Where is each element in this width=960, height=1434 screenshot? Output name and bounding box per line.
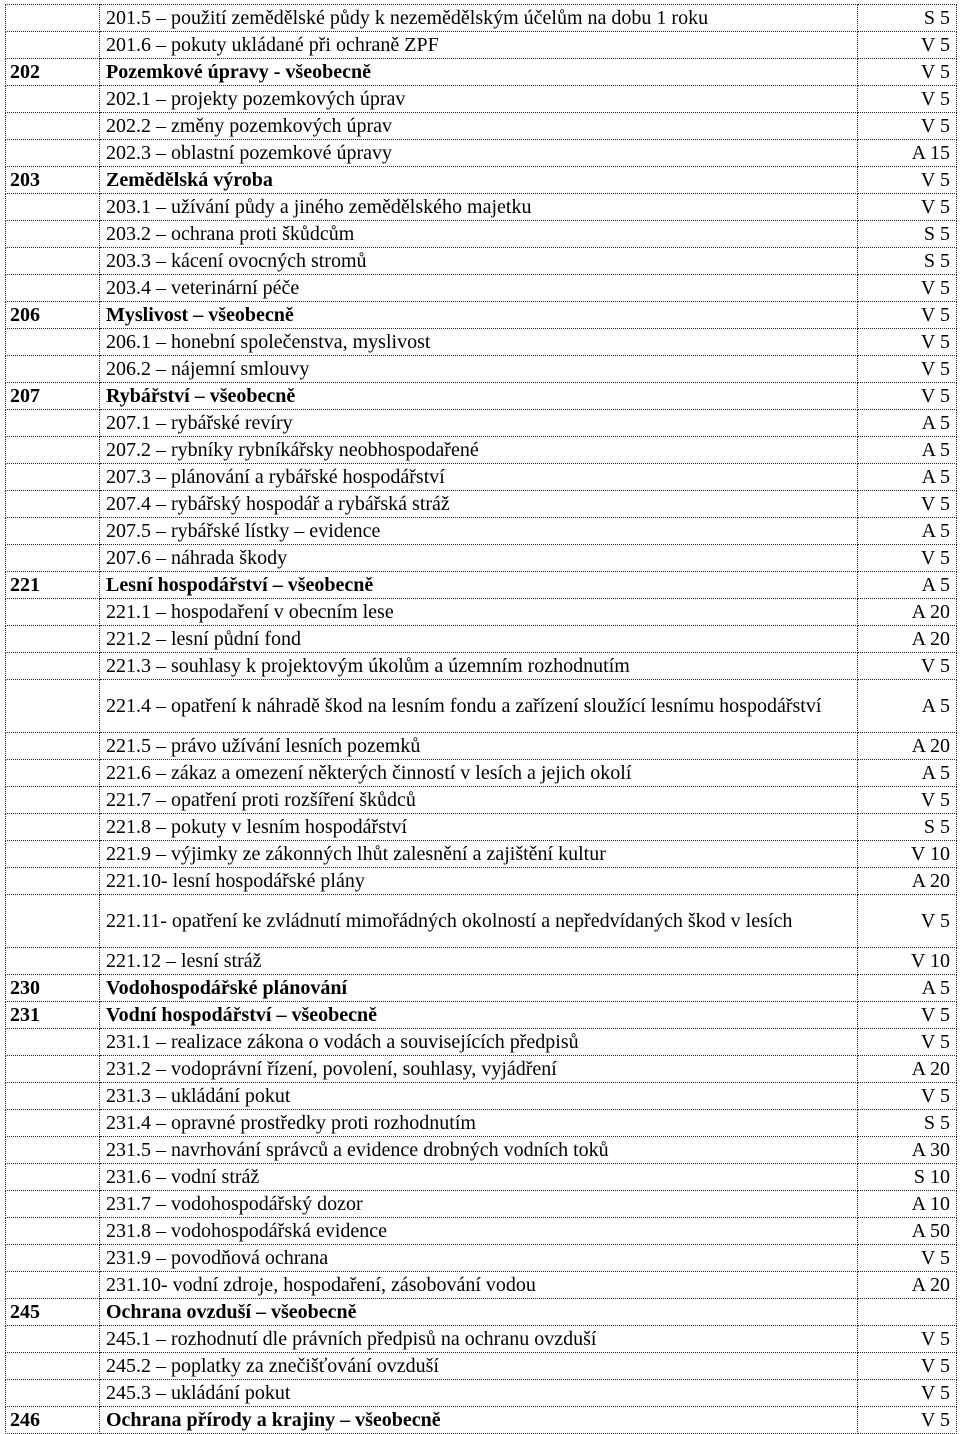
item-description: 221.11- opatření ke zvládnutí mimořádných okolností a nepředvídaných škod v lesích: [100, 895, 858, 948]
item-description: 245.2 – poplatky za znečišťování ovzduší: [100, 1353, 858, 1380]
retention-schedule-table: [5, 4, 957, 1434]
item-description: Myslivost – všeobecně: [100, 302, 858, 329]
group-code: [6, 841, 100, 868]
retention-mark: V 5: [858, 167, 957, 194]
item-description: 231.1 – realizace zákona o vodách a souvisejících předpisů: [100, 1029, 858, 1056]
table-row: [6, 275, 957, 302]
retention-mark: S 5: [858, 221, 957, 248]
retention-mark: A 5: [858, 760, 957, 787]
table-row: [6, 518, 957, 545]
group-code: 230: [6, 975, 100, 1002]
group-code: 207: [6, 383, 100, 410]
group-code: [6, 1245, 100, 1272]
item-description: 231.3 – ukládání pokut: [100, 1083, 858, 1110]
item-description: 231.9 – povodňová ochrana: [100, 1245, 858, 1272]
item-description: 207.1 – rybářské revíry: [100, 410, 858, 437]
table-row: [6, 86, 957, 113]
table-row: [6, 1056, 957, 1083]
retention-mark: V 5: [858, 356, 957, 383]
item-description: Vodní hospodářství – všeobecně: [100, 1002, 858, 1029]
item-description: 206.2 – nájemní smlouvy: [100, 356, 858, 383]
group-code: [6, 868, 100, 895]
retention-mark: A 20: [858, 868, 957, 895]
item-description: 221.12 – lesní stráž: [100, 948, 858, 975]
table-row: [6, 1326, 957, 1353]
retention-mark: V 5: [858, 895, 957, 948]
item-description: 221.2 – lesní půdní fond: [100, 626, 858, 653]
group-code: [6, 356, 100, 383]
group-code: [6, 787, 100, 814]
group-code: [6, 1056, 100, 1083]
table-row: [6, 1029, 957, 1056]
retention-mark: V 5: [858, 1083, 957, 1110]
table-row: [6, 1110, 957, 1137]
group-code: [6, 1164, 100, 1191]
retention-mark: V 5: [858, 1380, 957, 1407]
retention-mark: A 20: [858, 599, 957, 626]
table-row: [6, 895, 957, 948]
table-row: [6, 680, 957, 733]
retention-mark: V 5: [858, 1407, 957, 1434]
item-description: 245.3 – ukládání pokut: [100, 1380, 858, 1407]
table-row: [6, 653, 957, 680]
group-row: [6, 59, 957, 86]
table-row: [6, 194, 957, 221]
retention-mark: V 5: [858, 194, 957, 221]
group-code: [6, 113, 100, 140]
group-code: [6, 491, 100, 518]
group-row: [6, 1002, 957, 1029]
group-code: 246: [6, 1407, 100, 1434]
group-code: [6, 545, 100, 572]
group-code: [6, 194, 100, 221]
group-code: [6, 814, 100, 841]
group-code: [6, 1029, 100, 1056]
table-row: [6, 1272, 957, 1299]
retention-mark: A 50: [858, 1218, 957, 1245]
retention-mark: S 5: [858, 814, 957, 841]
group-code: [6, 895, 100, 948]
retention-mark: V 5: [858, 491, 957, 518]
table-row: [6, 329, 957, 356]
retention-mark: V 5: [858, 113, 957, 140]
table-row: [6, 410, 957, 437]
item-description: Rybářství – všeobecně: [100, 383, 858, 410]
item-description: 221.5 – právo užívání lesních pozemků: [100, 733, 858, 760]
item-description: 202.2 – změny pozemkových úprav: [100, 113, 858, 140]
item-description: 202.3 – oblastní pozemkové úpravy: [100, 140, 858, 167]
table-row: [6, 1083, 957, 1110]
item-description: Ochrana ovzduší – všeobecně: [100, 1299, 858, 1326]
group-code: [6, 1218, 100, 1245]
group-code: [6, 140, 100, 167]
table-row: [6, 491, 957, 518]
group-row: [6, 383, 957, 410]
table-row: [6, 221, 957, 248]
group-code: [6, 1353, 100, 1380]
table-row: [6, 32, 957, 59]
retention-mark: A 30: [858, 1137, 957, 1164]
table-row: [6, 545, 957, 572]
group-code: 203: [6, 167, 100, 194]
retention-mark: A 10: [858, 1191, 957, 1218]
item-description: Zemědělská výroba: [100, 167, 858, 194]
group-code: [6, 518, 100, 545]
item-description: 231.8 – vodohospodářská evidence: [100, 1218, 858, 1245]
item-description: 207.3 – plánování a rybářské hospodářství: [100, 464, 858, 491]
group-code: [6, 248, 100, 275]
item-description: 207.5 – rybářské lístky – evidence: [100, 518, 858, 545]
item-description: 221.1 – hospodaření v obecním lese: [100, 599, 858, 626]
item-description: 231.5 – navrhování správců a evidence drobných vodních toků: [100, 1137, 858, 1164]
item-description: 221.9 – výjimky ze zákonných lhůt zalesnění a zajištění kultur: [100, 841, 858, 868]
item-description: 231.4 – opravné prostředky proti rozhodnutím: [100, 1110, 858, 1137]
item-description: 221.3 – souhlasy k projektovým úkolům a územním rozhodnutím: [100, 653, 858, 680]
item-description: 207.4 – rybářský hospodář a rybářská stráž: [100, 491, 858, 518]
group-code: [6, 626, 100, 653]
group-code: [6, 1326, 100, 1353]
retention-mark: V 5: [858, 1326, 957, 1353]
retention-mark: V 5: [858, 1353, 957, 1380]
group-code: [6, 680, 100, 733]
group-row: [6, 975, 957, 1002]
retention-mark: V 10: [858, 841, 957, 868]
table-row: [6, 599, 957, 626]
item-description: 221.7 – opatření proti rozšíření škůdců: [100, 787, 858, 814]
item-description: 207.2 – rybníky rybníkářsky neobhospodařené: [100, 437, 858, 464]
retention-mark: V 5: [858, 86, 957, 113]
item-description: 231.2 – vodoprávní řízení, povolení, souhlasy, vyjádření: [100, 1056, 858, 1083]
retention-mark: V 5: [858, 545, 957, 572]
group-code: 221: [6, 572, 100, 599]
retention-mark: V 10: [858, 948, 957, 975]
retention-mark: [858, 1299, 957, 1326]
retention-mark: V 5: [858, 1002, 957, 1029]
group-row: [6, 1407, 957, 1434]
group-code: 206: [6, 302, 100, 329]
table-row: [6, 787, 957, 814]
item-description: 231.10- vodní zdroje, hospodaření, zásobování vodou: [100, 1272, 858, 1299]
retention-mark: A 20: [858, 733, 957, 760]
table-row: [6, 356, 957, 383]
group-code: [6, 653, 100, 680]
item-description: 203.4 – veterinární péče: [100, 275, 858, 302]
retention-mark: A 5: [858, 572, 957, 599]
group-code: [6, 86, 100, 113]
group-code: [6, 221, 100, 248]
table-row: [6, 1218, 957, 1245]
group-code: [6, 275, 100, 302]
group-code: [6, 32, 100, 59]
group-row: [6, 1299, 957, 1326]
table-row: [6, 733, 957, 760]
table-row: [6, 1164, 957, 1191]
group-row: [6, 572, 957, 599]
table-row: [6, 814, 957, 841]
group-row: [6, 167, 957, 194]
table-row: [6, 948, 957, 975]
group-code: [6, 329, 100, 356]
group-code: [6, 410, 100, 437]
item-description: 203.1 – užívání půdy a jiného zemědělského majetku: [100, 194, 858, 221]
item-description: 203.2 – ochrana proti škůdcům: [100, 221, 858, 248]
table-row: [6, 248, 957, 275]
retention-mark: A 5: [858, 975, 957, 1002]
retention-mark: A 5: [858, 464, 957, 491]
item-description: 201.6 – pokuty ukládané při ochraně ZPF: [100, 32, 858, 59]
group-code: [6, 733, 100, 760]
retention-mark: A 5: [858, 680, 957, 733]
group-row: [6, 302, 957, 329]
retention-mark: V 5: [858, 302, 957, 329]
item-description: 201.5 – použití zemědělské půdy k nezemědělským účelům na dobu 1 roku: [100, 5, 858, 32]
table-row: [6, 1137, 957, 1164]
table-row: [6, 1191, 957, 1218]
retention-mark: V 5: [858, 59, 957, 86]
retention-mark: V 5: [858, 1029, 957, 1056]
retention-mark: S 5: [858, 5, 957, 32]
table-row: [6, 626, 957, 653]
group-code: [6, 5, 100, 32]
item-description: 207.6 – náhrada škody: [100, 545, 858, 572]
group-code: 245: [6, 1299, 100, 1326]
group-code: [6, 948, 100, 975]
group-code: [6, 464, 100, 491]
item-description: 203.3 – kácení ovocných stromů: [100, 248, 858, 275]
retention-mark: A 20: [858, 1272, 957, 1299]
retention-mark: V 5: [858, 1245, 957, 1272]
retention-mark: V 5: [858, 32, 957, 59]
group-code: [6, 437, 100, 464]
table-row: [6, 868, 957, 895]
item-description: Vodohospodářské plánování: [100, 975, 858, 1002]
retention-mark: V 5: [858, 653, 957, 680]
item-description: 206.1 – honební společenstva, myslivost: [100, 329, 858, 356]
table-row: [6, 760, 957, 787]
group-code: [6, 1137, 100, 1164]
item-description: 245.1 – rozhodnutí dle právních předpisů na ochranu ovzduší: [100, 1326, 858, 1353]
table-row: [6, 437, 957, 464]
item-description: 231.6 – vodní stráž: [100, 1164, 858, 1191]
group-code: [6, 1110, 100, 1137]
item-description: 221.6 – zákaz a omezení některých činností v lesích a jejich okolí: [100, 760, 858, 787]
table-row: [6, 1245, 957, 1272]
table-row: [6, 113, 957, 140]
item-description: Pozemkové úpravy - všeobecně: [100, 59, 858, 86]
group-code: [6, 1380, 100, 1407]
retention-mark: V 5: [858, 383, 957, 410]
item-description: 221.10- lesní hospodářské plány: [100, 868, 858, 895]
item-description: Ochrana přírody a krajiny – všeobecně: [100, 1407, 858, 1434]
table-row: [6, 5, 957, 32]
item-description: Lesní hospodářství – všeobecně: [100, 572, 858, 599]
table-body: [6, 5, 957, 1434]
retention-mark: S 5: [858, 1110, 957, 1137]
retention-mark: A 15: [858, 140, 957, 167]
group-code: 231: [6, 1002, 100, 1029]
item-description: 221.8 – pokuty v lesním hospodářství: [100, 814, 858, 841]
retention-mark: V 5: [858, 275, 957, 302]
retention-mark: S 10: [858, 1164, 957, 1191]
item-description: 202.1 – projekty pozemkových úprav: [100, 86, 858, 113]
item-description: 231.7 – vodohospodářský dozor: [100, 1191, 858, 1218]
group-code: [6, 599, 100, 626]
group-code: [6, 1191, 100, 1218]
table-row: [6, 140, 957, 167]
retention-mark: V 5: [858, 787, 957, 814]
table-row: [6, 464, 957, 491]
retention-mark: A 20: [858, 1056, 957, 1083]
retention-mark: S 5: [858, 248, 957, 275]
table-row: [6, 1380, 957, 1407]
retention-mark: A 5: [858, 410, 957, 437]
table-row: [6, 1353, 957, 1380]
table-row: [6, 841, 957, 868]
group-code: [6, 1083, 100, 1110]
group-code: [6, 1272, 100, 1299]
group-code: 202: [6, 59, 100, 86]
retention-mark: A 5: [858, 518, 957, 545]
item-description: 221.4 – opatření k náhradě škod na lesním fondu a zařízení sloužící lesnímu hospodářství: [100, 680, 858, 733]
retention-mark: A 20: [858, 626, 957, 653]
group-code: [6, 760, 100, 787]
retention-mark: V 5: [858, 329, 957, 356]
retention-mark: A 5: [858, 437, 957, 464]
